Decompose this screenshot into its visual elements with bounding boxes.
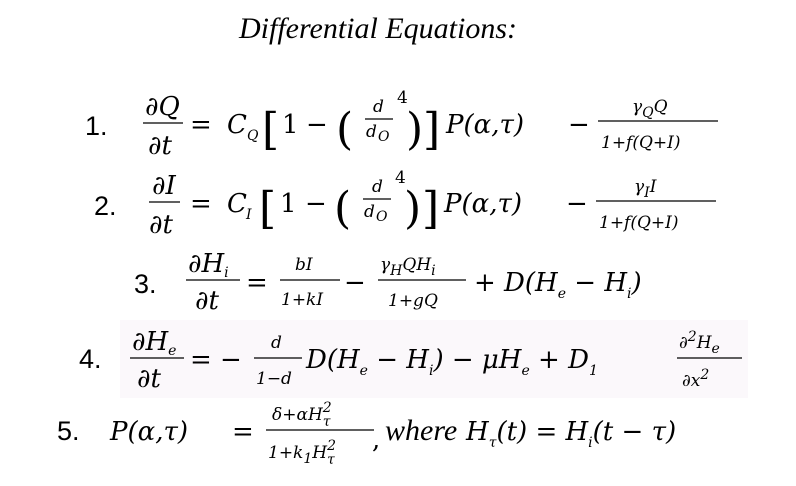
diffusion-term-mid: − H — [566, 268, 628, 298]
subscript: i — [431, 263, 436, 279]
loss-denominator: 1+gQ — [388, 291, 438, 311]
right-bracket: ] — [422, 183, 440, 234]
partial-x: ∂x — [682, 371, 701, 391]
definition-end: (t − τ) — [592, 417, 677, 447]
h: H — [312, 443, 328, 463]
decay-denominator: 1+f(Q+I) — [601, 133, 681, 153]
p-numerator — [272, 400, 332, 430]
production-denominator: 1+kI — [281, 290, 324, 310]
p-denominator-main: 1+k — [268, 443, 304, 463]
ratio-denominator: d — [366, 122, 377, 142]
diffusion-term-start: + D(H — [474, 268, 558, 298]
equation-2 — [94, 168, 716, 240]
function-p: P(α,τ) — [446, 110, 524, 140]
minus-sign: − — [306, 110, 328, 140]
coefficient: C — [227, 189, 247, 219]
subscript-i: i — [627, 286, 632, 302]
loss-fraction — [378, 255, 466, 311]
equation-3 — [134, 249, 642, 316]
left-paren: ( — [336, 104, 354, 155]
subscript-e: e — [359, 363, 368, 379]
equals-sign: = — [190, 189, 212, 219]
p-numerator-main: δ+αH — [272, 405, 323, 425]
equation-5 — [57, 400, 676, 468]
production-numerator: bI — [295, 255, 313, 275]
gamma: γ — [380, 255, 391, 275]
plus-d: + D — [529, 345, 589, 375]
subscript: i — [224, 265, 229, 281]
loss-numerator — [380, 255, 436, 279]
equals-sign: = — [190, 110, 212, 140]
equation-1 — [85, 88, 718, 161]
left-bracket: [ — [262, 104, 280, 155]
derivative-denominator: ∂t — [195, 286, 219, 316]
equation-number: 4. — [79, 344, 102, 374]
superscript-2: 2 — [687, 329, 697, 345]
p-denominator — [268, 438, 336, 468]
minus-sign: − — [566, 189, 588, 219]
d-numerator: d — [271, 333, 282, 353]
superscript-2: 2 — [322, 400, 332, 416]
exchange-term-mid: − H — [367, 345, 429, 375]
lhs-p: P(α,τ) — [110, 417, 188, 447]
derivative-di-dt — [149, 171, 180, 240]
gamma: γ — [632, 97, 643, 117]
right-paren: ) — [406, 104, 424, 155]
subscript: e — [168, 343, 177, 359]
right-paren: ) — [404, 183, 422, 234]
equation-number: 2. — [94, 191, 117, 221]
d-denominator: 1−d — [256, 369, 292, 389]
exponent: 4 — [395, 168, 406, 188]
derivative-denominator: ∂t — [149, 210, 173, 240]
decay-numerator-tail: Q — [653, 97, 668, 117]
equals-minus: = − — [190, 345, 242, 375]
minus-sign: − — [344, 268, 366, 298]
subscript-1: 1 — [588, 363, 598, 379]
gamma-subscript: Q — [642, 105, 654, 121]
gamma-subscript: H — [390, 263, 403, 279]
subscript-tau: τ — [322, 414, 331, 430]
diffusion-term — [474, 268, 642, 302]
ratio-denominator-subscript: O — [378, 129, 390, 145]
ratio-denominator: d — [364, 202, 375, 222]
decay-numerator-tail: I — [649, 177, 657, 197]
partial-h: ∂H — [188, 249, 225, 279]
subscript-e: e — [711, 341, 720, 357]
production-fraction — [280, 255, 340, 310]
gamma: γ — [634, 177, 645, 197]
subscript-e: e — [557, 286, 567, 302]
comma: , — [372, 425, 381, 455]
p-fraction — [266, 400, 374, 468]
equation-number: 3. — [134, 269, 157, 299]
coefficient-subscript: Q — [247, 128, 259, 144]
decay-numerator — [632, 97, 668, 121]
derivative-dq-dt — [143, 92, 183, 161]
ratio-denominator-subscript: O — [376, 209, 388, 225]
left-bracket: [ — [259, 183, 277, 234]
function-p: P(α,τ) — [444, 189, 522, 219]
decay-denominator: 1+f(Q+I) — [599, 213, 679, 233]
one: 1 — [282, 110, 299, 140]
left-paren: ( — [334, 183, 352, 234]
subscript-tau: τ — [327, 452, 335, 468]
exchange-term — [305, 345, 598, 379]
minus-sign: − — [568, 110, 590, 140]
derivative-numerator: ∂I — [152, 171, 176, 201]
exponent: 4 — [397, 88, 408, 108]
decay-fraction — [598, 97, 718, 153]
equation-number: 5. — [57, 416, 80, 446]
gamma-subscript: I — [644, 185, 650, 201]
subscript-1: 1 — [303, 451, 313, 467]
derivative-numerator: ∂Q — [145, 92, 180, 122]
subscript-tau: τ — [488, 435, 497, 451]
subscript-e: e — [521, 363, 530, 379]
exchange-term-start: D(H — [306, 345, 360, 375]
partial-h: ∂H — [132, 327, 169, 357]
equals-sign: = — [232, 417, 254, 447]
superscript-2: 2 — [327, 438, 337, 454]
derivative-denominator: ∂t — [137, 364, 161, 394]
decay-fraction — [596, 177, 716, 233]
loss-numerator-tail: QH — [402, 255, 432, 275]
coefficient-subscript: I — [246, 207, 252, 223]
definition-mid: (t) = H — [496, 417, 589, 447]
derivative-denominator: ∂t — [148, 131, 172, 161]
partial: ∂ — [679, 333, 688, 353]
diffusion-term-close: ) — [631, 268, 642, 298]
definition-h-tau — [465, 417, 676, 451]
subscript-i: i — [588, 435, 593, 451]
mu-term: ) − μH — [433, 345, 522, 375]
h: H — [696, 333, 712, 353]
ratio-numerator: d — [372, 177, 383, 197]
superscript-2: 2 — [700, 367, 710, 383]
minus-sign: − — [305, 189, 327, 219]
derivative-numerator — [188, 249, 229, 281]
equation-number: 1. — [85, 111, 108, 141]
where-word: where — [385, 414, 458, 447]
coefficient: C — [227, 110, 247, 140]
h: H — [466, 417, 489, 447]
ratio-numerator: d — [373, 97, 384, 117]
equals-sign: = — [246, 268, 268, 298]
decay-numerator — [634, 177, 657, 201]
page-title: Differential Equations: — [238, 12, 518, 45]
derivative-dhi-dt — [186, 249, 240, 316]
right-bracket: ] — [423, 104, 441, 155]
subscript-i: i — [428, 363, 434, 379]
one: 1 — [280, 189, 297, 219]
